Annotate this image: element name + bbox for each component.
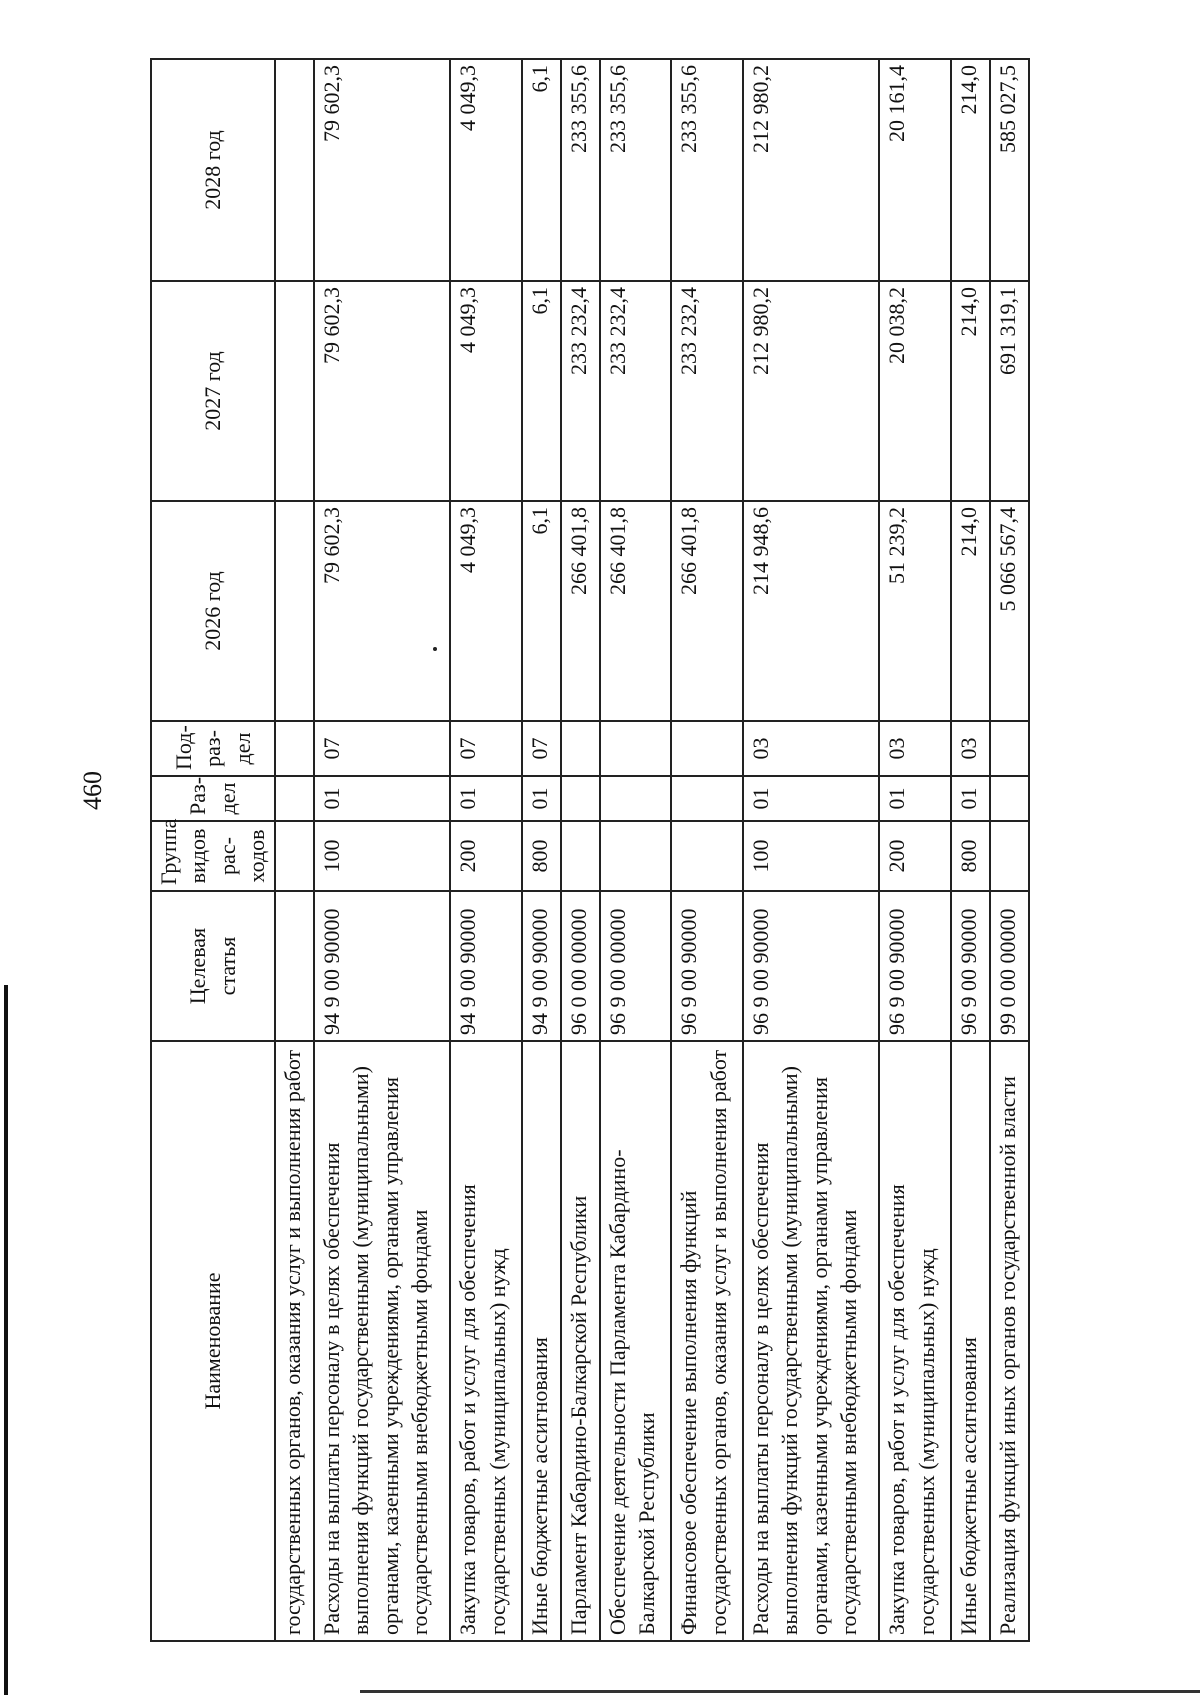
row-2028: 212 980,2 [743,59,879,281]
row-section [600,776,672,821]
row-section: 01 [743,776,879,821]
row-section: 01 [879,776,951,821]
row-2027: 233 232,4 [561,281,600,501]
row-section [671,776,743,821]
row-section [990,776,1029,821]
row-2028: 214,0 [951,59,990,281]
row-target: 96 9 00 90000 [951,891,990,1041]
table-row [671,59,743,1641]
table-row [450,59,522,1641]
row-2028: 79 602,3 [314,59,450,281]
row-subsection: 03 [879,721,951,776]
row-2026: 5 066 567,4 [990,501,1029,721]
row-2028: 4 049,3 [450,59,522,281]
page-number: 460 [78,771,107,810]
budget-table [150,58,1030,1642]
bottom-edge-rule [360,1690,1200,1693]
row-2027 [275,281,314,501]
row-2027: 233 232,4 [671,281,743,501]
row-group: 100 [314,821,450,891]
row-section [561,776,600,821]
row-2028: 233 355,6 [600,59,672,281]
row-name: Финансовое обеспечение выполнения функций государственных органов, оказания услуг и выполнения работ [671,1041,743,1641]
header-2027: 2027 год [151,281,275,501]
table-row [561,59,600,1641]
row-2026: 266 401,8 [600,501,672,721]
row-name: Реализация функций иных органов государственной власти [990,1041,1029,1641]
row-2027: 212 980,2 [743,281,879,501]
row-target: 99 0 00 00000 [990,891,1029,1041]
row-group [561,821,600,891]
row-name: Расходы на выплаты персоналу в целях обеспечения выполнения функций государственными (муниципальными) органами, казенными учреждениями, органами управления государственными внебюджетными фондами [314,1041,450,1641]
row-group [275,821,314,891]
table-row [990,59,1029,1641]
row-target: 94 9 00 90000 [314,891,450,1041]
row-group: 800 [951,821,990,891]
row-subsection: 07 [314,721,450,776]
row-group: 200 [450,821,522,891]
table-row [743,59,879,1641]
row-group [671,821,743,891]
row-2028: 6,1 [522,59,561,281]
row-name: Расходы на выплаты персоналу в целях обеспечения выполнения функций государственными (муниципальными) органами, казенными учреждениями, органами управления государственными внебюджетными фондами [743,1041,879,1641]
row-target: 96 0 00 00000 [561,891,600,1041]
row-subsection: 07 [522,721,561,776]
row-subsection: 03 [951,721,990,776]
row-2026 [275,501,314,721]
row-subsection [600,721,672,776]
row-section: 01 [951,776,990,821]
table-row [600,59,672,1641]
row-group: 200 [879,821,951,891]
row-target: 94 9 00 90000 [522,891,561,1041]
row-2028 [275,59,314,281]
row-name: Иные бюджетные ассигнования [951,1041,990,1641]
row-2027: 691 319,1 [990,281,1029,501]
row-2026: 6,1 [522,501,561,721]
row-target [275,891,314,1041]
header-name: Наименование [151,1041,275,1641]
row-2027: 20 038,2 [879,281,951,501]
row-subsection [561,721,600,776]
row-group: 800 [522,821,561,891]
row-group [600,821,672,891]
row-2026: 4 049,3 [450,501,522,721]
rotated-table-container [150,60,1030,1642]
row-2027: 233 232,4 [600,281,672,501]
row-subsection [671,721,743,776]
row-target: 96 9 00 90000 [671,891,743,1041]
row-section: 01 [522,776,561,821]
row-subsection: 03 [743,721,879,776]
row-name: Парламент Кабардино-Балкарской Республики [561,1041,600,1641]
header-target: Целевая статья [151,891,275,1041]
header-section: Раз-дел [151,776,275,821]
row-name: государственных органов, оказания услуг и выполнения работ [275,1041,314,1641]
row-2026: 214,0 [951,501,990,721]
row-target: 96 9 00 90000 [879,891,951,1041]
row-2028: 20 161,4 [879,59,951,281]
row-2027: 214,0 [951,281,990,501]
row-group: 100 [743,821,879,891]
row-group [990,821,1029,891]
row-target: 94 9 00 90000 [450,891,522,1041]
table-header-row [151,59,275,1641]
row-2028: 233 355,6 [561,59,600,281]
table-row [951,59,990,1641]
row-section: 01 [314,776,450,821]
table-row [275,59,314,1641]
row-2026: 266 401,8 [671,501,743,721]
left-edge-rule [4,985,8,1695]
header-group: Группа видов рас-ходов [151,821,275,891]
row-2027: 79 602,3 [314,281,450,501]
header-2026: 2026 год [151,501,275,721]
row-2026: 79 602,3 [314,501,450,721]
table-row [314,59,450,1641]
row-2027: 6,1 [522,281,561,501]
header-2028: 2028 год [151,59,275,281]
row-section: 01 [450,776,522,821]
row-target: 96 9 00 00000 [600,891,672,1041]
row-2026: 51 239,2 [879,501,951,721]
row-subsection: 07 [450,721,522,776]
row-target: 96 9 00 90000 [743,891,879,1041]
row-2026: 214 948,6 [743,501,879,721]
table-row [522,59,561,1641]
row-name: Закупка товаров, работ и услуг для обеспечения государственных (муниципальных) нужд [450,1041,522,1641]
row-subsection [990,721,1029,776]
table-row [879,59,951,1641]
row-name: Обеспечение деятельности Парламента Кабардино-Балкарской Республики [600,1041,672,1641]
row-2027: 4 049,3 [450,281,522,501]
row-name: Иные бюджетные ассигнования [522,1041,561,1641]
row-2026: 266 401,8 [561,501,600,721]
row-2028: 233 355,6 [671,59,743,281]
row-subsection [275,721,314,776]
row-2028: 585 027,5 [990,59,1029,281]
row-section [275,776,314,821]
row-name: Закупка товаров, работ и услуг для обеспечения государственных (муниципальных) нужд [879,1041,951,1641]
header-subsection: Под-раз-дел [151,721,275,776]
